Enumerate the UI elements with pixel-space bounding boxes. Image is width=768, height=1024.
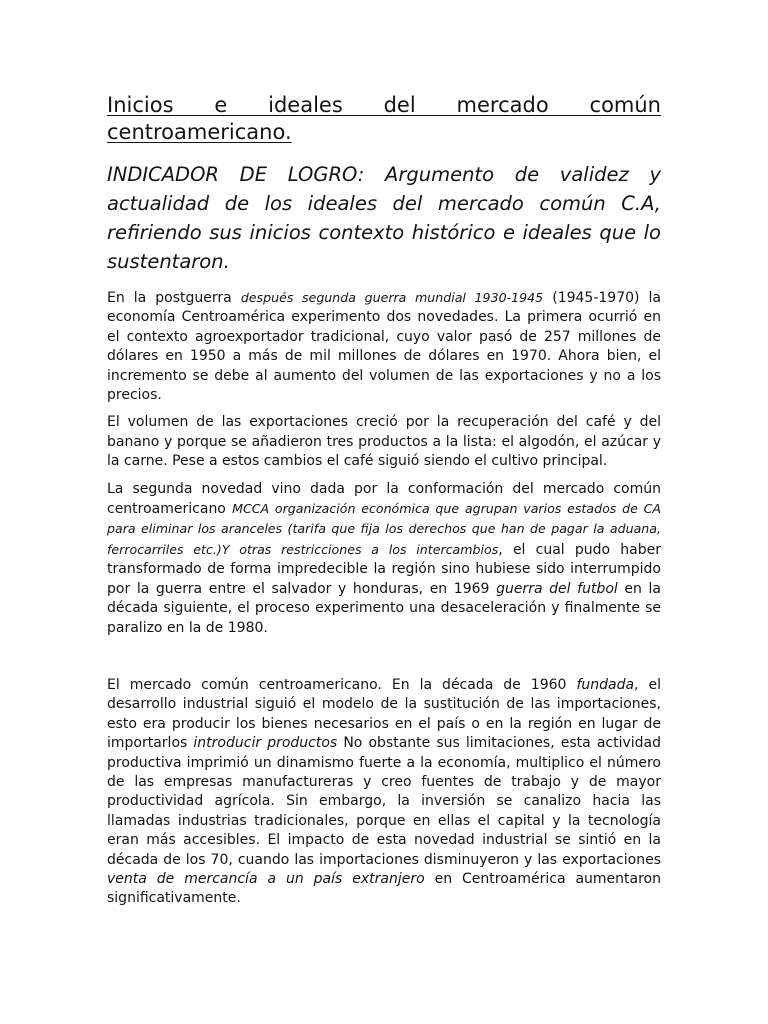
paragraph-text: No obstante sus limitaciones, esta actividad productiva imprimió un dinamismo fuerte a la economía, multiplico el número de las empresas manufactureras y creo fuentes de trabajo y de mayor productividad agrícola. Sin embargo, la inversión se canalizo hacia las llamadas industrias tradicionales, porque en ellas el capital y la tecnología eran más accesibles. El impacto de esta novedad industrial se sintió en la década de los 70, cuando las importaciones disminuyeron y las exportaciones xyxy=(107,735,662,868)
document-title xyxy=(107,92,661,146)
title-line-2: centroamericano. xyxy=(107,120,292,144)
paragraph-text: , el desarrollo industrial siguió el modelo de la sustitución de las importaciones, esto era producir los bienes necesarios en el país o en la región en lugar de importarlos xyxy=(107,676,661,752)
paragraph-text: , el cual pudo haber transformado de forma impredecible la región sino hubiese sido interrumpido por la guerra entre el salvador y honduras, en 1969 xyxy=(107,541,661,597)
paragraph-text: El mercado común centroamericano. En la década de 1960 xyxy=(107,676,577,693)
paragraph-annotation: introducir productos xyxy=(193,735,338,752)
paragraph-text: La segunda novedad vino dada por la conformación del mercado común centroamericano xyxy=(107,480,661,518)
title-line-1: Inicios e ideales del mercado común xyxy=(107,93,661,117)
paragraph-industrial xyxy=(107,676,661,909)
paragraph-text: En la postguerra xyxy=(107,290,241,306)
document-page xyxy=(107,92,661,909)
paragraph-text: (1945-1970) la economía Centroamérica experimento dos novedades. La primera ocurrió en el contexto agroexportador tradicional, cuyo valor pasó de 257 millones de dólares en 1950 a más de mil millones de dólares en 1970. Ahora bien, el incremento se debe al aumento del volumen de las exportaciones y no a los precios. xyxy=(107,290,661,404)
paragraph-exports xyxy=(107,413,661,471)
paragraph-annotation: fundada xyxy=(576,676,635,693)
achievement-indicator: INDICADOR DE LOGRO: Argumento de validez y actualidad de los ideales del mercado común C.A, refiriendo sus inicios contexto histórico e ideales que lo sustentaron. xyxy=(107,163,661,273)
paragraph-mcca xyxy=(107,480,661,638)
paragraph-postwar xyxy=(107,288,661,405)
paragraph-annotation: MCCA organización económica que agrupan varios estados de CA para eliminar los aranceles (tarifa que fija los derechos que han de pagar la aduana, ferrocarriles etc.)Y otras restricciones a los intercambios xyxy=(107,501,662,557)
paragraph-text: en Centroamérica aumentaron significativamente. xyxy=(107,870,661,907)
paragraph-text: en la década siguiente, el proceso experimento una desaceleración y finalmente se paralizo en la de 1980. xyxy=(107,580,661,636)
paragraph-annotation: después segunda guerra mundial 1930-1945 xyxy=(240,290,544,305)
paragraph-annotation: guerra del futbol xyxy=(496,580,618,597)
paragraph-annotation: venta de mercancía a un país extranjero xyxy=(107,870,425,887)
paragraph-text: El volumen de las exportaciones creció por la recuperación del café y del banano y porque se añadieron tres productos a la lista: el algodón, el azúcar y la carne. Pese a estos cambios el café siguió siendo el cultivo principal. xyxy=(107,414,661,470)
